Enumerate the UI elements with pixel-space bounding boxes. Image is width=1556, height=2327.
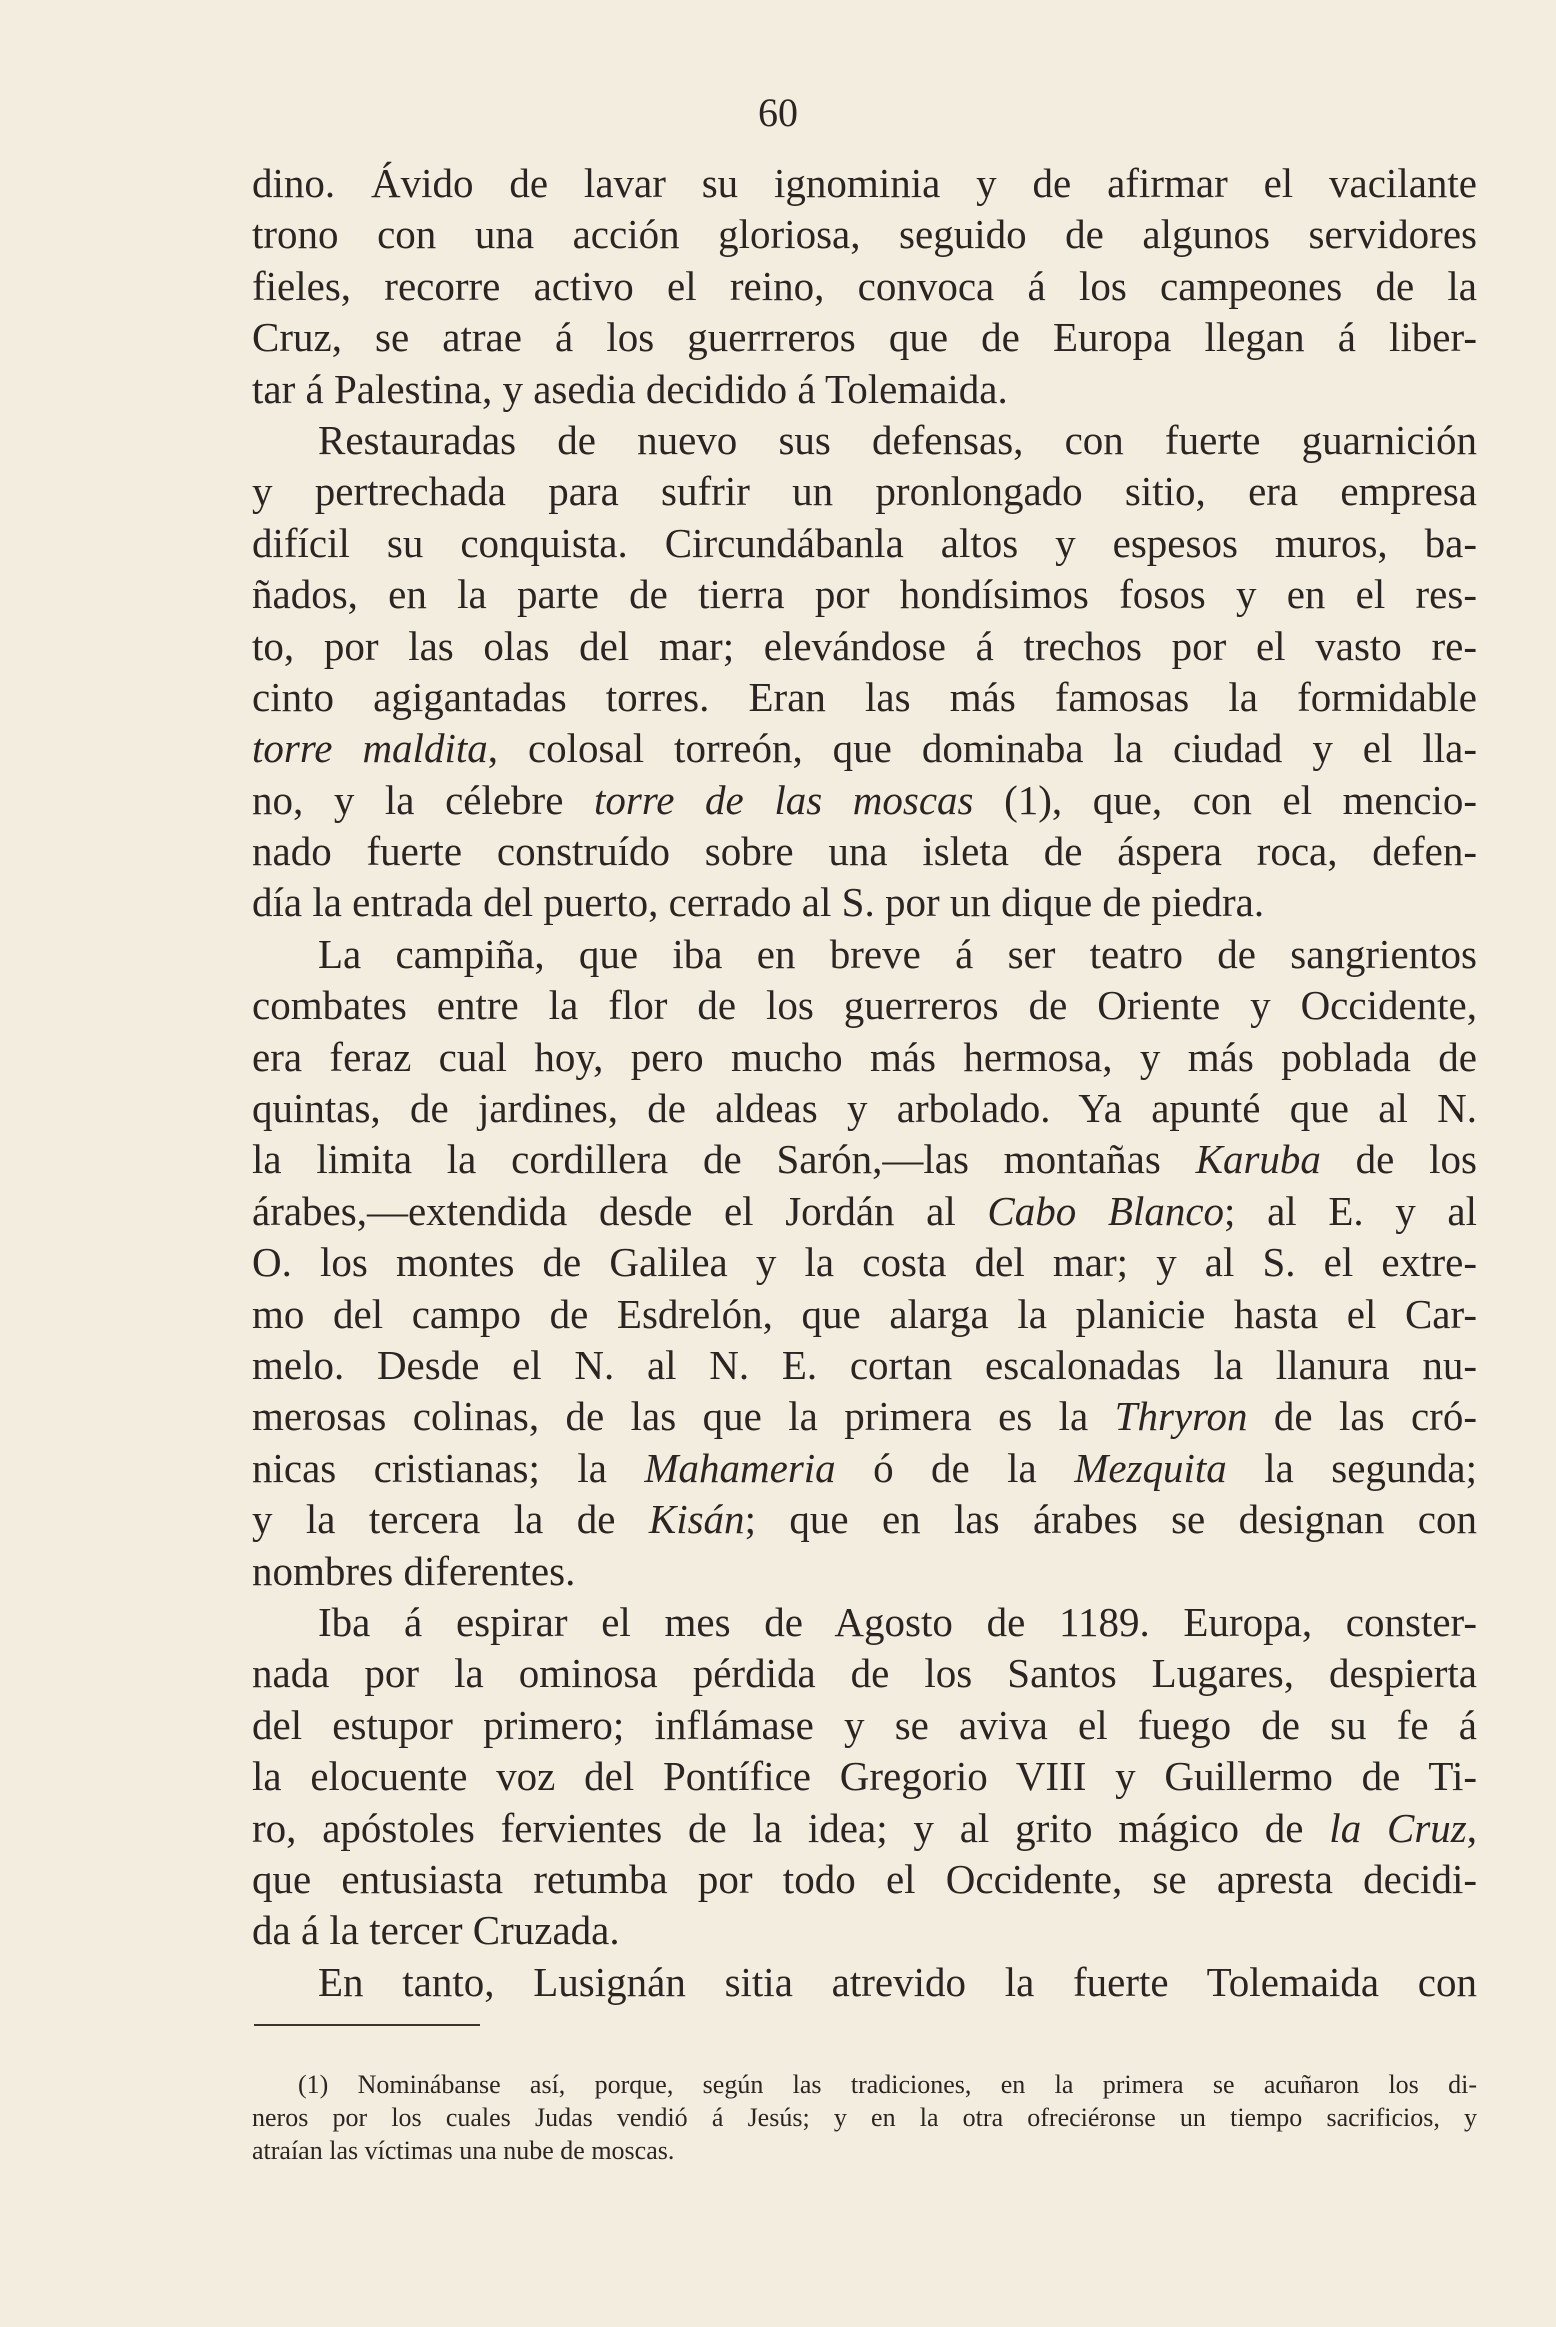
italic-text: Karuba — [1195, 1136, 1321, 1183]
text-segment: ro, apóstoles fervientes de la idea; y al grito mágico de — [252, 1804, 1330, 1851]
text-segment: , colosal torreón, que dominaba la ciudad y el lla- — [487, 725, 1477, 772]
text-line — [252, 1443, 1477, 1494]
text-segment: nada por la ominosa pérdida de los Santos Lugares, despierta — [252, 1650, 1477, 1697]
text-segment: merosas colinas, de las que la primera es la — [252, 1393, 1115, 1440]
footnote-line: (1) Nominábanse así, porque, según las tradiciones, en la primera se acuñaron los di- — [298, 2070, 1477, 2099]
footnote-line: neros por los cuales Judas vendió á Jesús; y en la otra ofreciéronse un tiempo sacrificios, y — [252, 2103, 1477, 2132]
text-segment: ñados, en la parte de tierra por hondísimos fosos y en el res- — [252, 571, 1477, 618]
text-line — [252, 569, 1477, 620]
text-line — [252, 1546, 1477, 1597]
text-segment: (1), que, con el mencio- — [973, 776, 1477, 823]
text-line — [252, 1032, 1477, 1083]
text-segment: Cruz, se atrae á los guerrreros que de Europa llegan á liber- — [252, 314, 1477, 361]
text-line — [252, 1494, 1477, 1545]
text-line — [252, 1289, 1477, 1340]
text-segment: árabes,—extendida desde el Jordán al — [252, 1187, 988, 1234]
text-segment: to, por las olas del mar; elevándose á trechos por el vasto re- — [252, 622, 1477, 669]
text-line — [252, 1134, 1477, 1185]
text-segment: nicas cristianas; la — [252, 1444, 645, 1491]
text-segment: Iba á espirar el mes de Agosto de 1189. Europa, conster- — [318, 1598, 1477, 1645]
italic-text: Mahameria — [644, 1444, 836, 1491]
italic-text: Mezquita — [1074, 1444, 1227, 1491]
text-segment: ; al E. y al — [1224, 1187, 1477, 1234]
italic-text: Kisán — [648, 1496, 745, 1543]
text-segment: nombres diferentes. — [252, 1547, 576, 1594]
text-line — [252, 209, 1477, 260]
text-segment: fieles, recorre activo el reino, convoca á los campeones de la — [252, 262, 1477, 309]
text-line — [252, 1340, 1477, 1391]
body-text — [252, 158, 1477, 2008]
text-line — [252, 518, 1477, 569]
text-line — [252, 466, 1477, 517]
text-segment: que entusiasta retumba por todo el Occidente, se apresta decidi- — [252, 1855, 1477, 1902]
text-segment: Restauradas de nuevo sus defensas, con fuerte guarnición — [318, 416, 1477, 463]
text-segment: la elocuente voz del Pontífice Gregorio VIII y Guillermo de Ti- — [252, 1753, 1477, 1800]
text-segment: cinto agigantadas torres. Eran las más famosas la formidable — [252, 673, 1477, 720]
text-segment: del estupor primero; inflámase y se aviva el fuego de su fe á — [252, 1701, 1477, 1748]
text-segment: ó de la — [835, 1444, 1075, 1491]
italic-text: Thryron — [1114, 1393, 1248, 1440]
text-line — [252, 415, 1477, 466]
text-segment: , — [1466, 1804, 1477, 1851]
text-segment: En tanto, Lusignán sitia atrevido la fuerte Tolemaida con — [318, 1958, 1477, 2005]
text-segment: difícil su conquista. Circundábanla altos y espesos muros, ba- — [252, 519, 1477, 566]
text-line — [252, 1391, 1477, 1442]
text-segment: La campiña, que iba en breve á ser teatro de sangrientos — [318, 930, 1477, 977]
text-line — [252, 826, 1477, 877]
text-segment: melo. Desde el N. al N. E. cortan escalonadas la llanura nu- — [252, 1341, 1477, 1388]
text-line — [252, 1237, 1477, 1288]
text-segment: no, y la célebre — [252, 776, 594, 823]
text-segment: da á la tercer Cruzada. — [252, 1907, 620, 1954]
text-line — [252, 1751, 1477, 1802]
footnote-line: atraían las víctimas una nube de moscas. — [252, 2136, 675, 2165]
text-line — [252, 1186, 1477, 1237]
text-line — [252, 158, 1477, 209]
text-segment: era feraz cual hoy, pero mucho más hermosa, y más poblada de — [252, 1033, 1477, 1080]
italic-text: la Cruz — [1329, 1804, 1467, 1851]
text-line — [252, 1854, 1477, 1905]
text-segment: quintas, de jardines, de aldeas y arbolado. Ya apunté que al N. — [252, 1085, 1477, 1132]
text-segment: ; que en las árabes se designan con — [744, 1496, 1477, 1543]
text-line — [252, 929, 1477, 980]
text-segment: dino. Ávido de lavar su ignominia y de afirmar el vacilante — [252, 160, 1477, 206]
text-line — [252, 364, 1477, 415]
text-segment: tar á Palestina, y asedia decidido á Tolemaida. — [252, 365, 1008, 412]
footnote — [252, 2068, 1477, 2167]
text-line — [252, 1905, 1477, 1956]
italic-text: Cabo Blanco — [987, 1187, 1225, 1234]
text-segment: de los — [1320, 1136, 1477, 1183]
text-line — [252, 1597, 1477, 1648]
text-line — [252, 1803, 1477, 1854]
text-line — [252, 980, 1477, 1031]
text-segment: nado fuerte construído sobre una isleta de áspera roca, defen- — [252, 828, 1477, 875]
text-segment: la segunda; — [1226, 1444, 1477, 1491]
text-segment: combates entre la flor de los guerreros de Oriente y Occidente, — [252, 982, 1477, 1029]
text-line — [252, 1957, 1477, 2008]
text-line — [252, 1648, 1477, 1699]
footnote-rule — [254, 2024, 480, 2026]
italic-text: torre maldita — [252, 725, 488, 772]
text-segment: día la entrada del puerto, cerrado al S. por un dique de piedra. — [252, 879, 1265, 926]
text-line — [252, 877, 1477, 928]
text-line — [252, 672, 1477, 723]
text-segment: de las cró- — [1247, 1393, 1477, 1440]
text-line — [252, 1700, 1477, 1751]
text-line — [252, 775, 1477, 826]
page-number: 60 — [758, 90, 798, 135]
text-segment: la limita la cordillera de Sarón,—las montañas — [252, 1136, 1196, 1183]
text-line — [252, 312, 1477, 363]
text-segment: O. los montes de Galilea y la costa del mar; y al S. el extre- — [252, 1239, 1477, 1286]
text-line — [252, 621, 1477, 672]
text-segment: trono con una acción gloriosa, seguido de algunos servidores — [252, 211, 1477, 258]
text-segment: mo del campo de Esdrelón, que alarga la planicie hasta el Car- — [252, 1290, 1477, 1337]
text-line — [252, 1083, 1477, 1134]
text-segment: y la tercera la de — [252, 1496, 649, 1543]
text-segment: y pertrechada para sufrir un pronlongado sitio, era empresa — [252, 468, 1477, 515]
italic-text: torre de las moscas — [594, 776, 974, 823]
text-line — [252, 723, 1477, 774]
text-line — [252, 261, 1477, 312]
